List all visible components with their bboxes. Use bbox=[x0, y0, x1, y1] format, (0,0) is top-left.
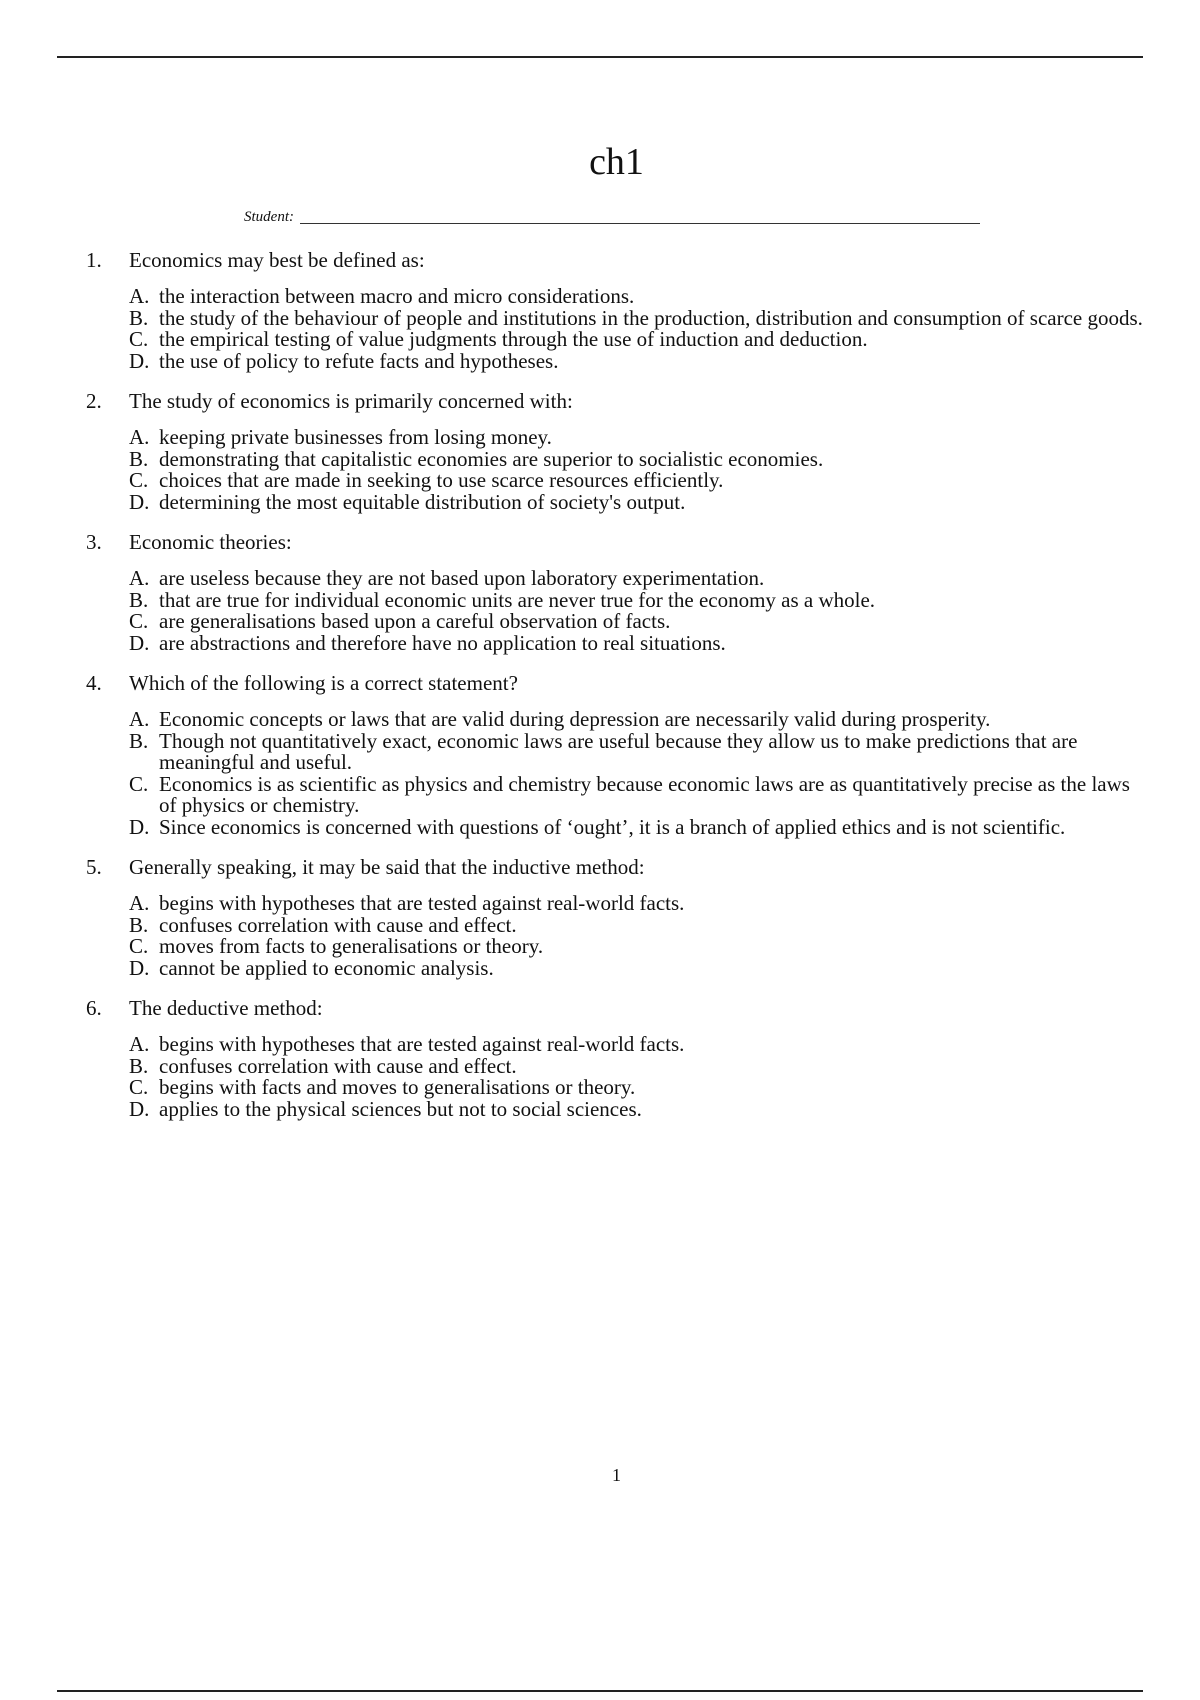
choice-list bbox=[129, 568, 1146, 654]
student-field bbox=[244, 207, 980, 227]
document-title: ch1 bbox=[589, 141, 644, 183]
question bbox=[86, 992, 1146, 1120]
question-text: Economic theories: bbox=[129, 530, 292, 554]
choice-letter: C. bbox=[129, 609, 149, 633]
top-rule bbox=[57, 56, 1143, 58]
choice-letter: C. bbox=[129, 327, 149, 351]
choice bbox=[129, 893, 1146, 915]
question-number: 1. bbox=[86, 248, 102, 272]
choice bbox=[129, 955, 1146, 980]
choice-text: the empirical testing of value judgments through the use of induction and deduction. bbox=[159, 327, 868, 351]
choice-text: moves from facts to generalisations or theory. bbox=[159, 934, 544, 958]
choice-text: demonstrating that capitalistic economies are superior to socialistic economies. bbox=[159, 446, 824, 471]
question-stem bbox=[86, 992, 1146, 1024]
question-number: 6. bbox=[86, 996, 102, 1020]
choice bbox=[129, 305, 1146, 330]
choice-text: keeping private businesses from losing money. bbox=[159, 425, 552, 449]
question-number: 3. bbox=[86, 530, 102, 554]
choice bbox=[129, 630, 1146, 655]
choice-text: begins with facts and moves to generalisations or theory. bbox=[159, 1075, 636, 1099]
question bbox=[86, 851, 1146, 979]
choice-letter: C. bbox=[129, 468, 149, 492]
choice-text: confuses correlation with cause and effect. bbox=[159, 1053, 517, 1078]
choice-letter: A. bbox=[129, 425, 150, 449]
choice bbox=[129, 728, 1146, 774]
choice bbox=[129, 348, 1146, 373]
choice-list bbox=[129, 427, 1146, 513]
choice bbox=[129, 814, 1146, 839]
choice bbox=[129, 1034, 1146, 1056]
choice-letter: C. bbox=[129, 1075, 149, 1099]
student-label: Student: bbox=[244, 209, 294, 225]
choice-text: are generalisations based upon a careful observation of facts. bbox=[159, 609, 671, 633]
choice-letter: D. bbox=[129, 348, 150, 373]
question-stem bbox=[86, 667, 1146, 699]
choice bbox=[129, 329, 1146, 351]
choice-text: are abstractions and therefore have no application to real situations. bbox=[159, 630, 726, 655]
choice-letter: B. bbox=[129, 587, 149, 612]
question-text: Which of the following is a correct statement? bbox=[129, 671, 518, 695]
question-text: Generally speaking, it may be said that the inductive method: bbox=[129, 855, 645, 879]
choice-list bbox=[129, 893, 1146, 979]
question-number: 2. bbox=[86, 389, 102, 413]
choice bbox=[129, 286, 1146, 308]
student-name-line bbox=[300, 223, 980, 224]
choice-text: confuses correlation with cause and effect. bbox=[159, 912, 517, 937]
choice bbox=[129, 912, 1146, 937]
choice-text: that are true for individual economic units are never true for the economy as a whole. bbox=[159, 587, 876, 612]
question-stem bbox=[86, 385, 1146, 417]
choice-text: the study of the behaviour of people and institutions in the production, distribution and consumption of scarce goods. bbox=[159, 305, 1143, 330]
question-stem bbox=[86, 244, 1146, 276]
choice-letter: D. bbox=[129, 814, 150, 839]
bottom-rule bbox=[57, 1690, 1143, 1692]
choice-text: are useless because they are not based upon laboratory experimentation. bbox=[159, 566, 765, 590]
choice-letter: A. bbox=[129, 284, 150, 308]
choice-text: determining the most equitable distribution of society's output. bbox=[159, 489, 686, 514]
choice-letter: D. bbox=[129, 1096, 150, 1121]
choice-letter: D. bbox=[129, 955, 150, 980]
choice-text: begins with hypotheses that are tested against real-world facts. bbox=[159, 891, 685, 915]
choice-text: applies to the physical sciences but not to social sciences. bbox=[159, 1096, 642, 1121]
choice-letter: A. bbox=[129, 891, 150, 915]
choice-letter: C. bbox=[129, 771, 149, 796]
choice-list bbox=[129, 1034, 1146, 1120]
choice-letter: B. bbox=[129, 446, 149, 471]
question-stem bbox=[86, 851, 1146, 883]
choice-letter: D. bbox=[129, 489, 150, 514]
choice-letter: A. bbox=[129, 1032, 150, 1056]
question-text: The study of economics is primarily concerned with: bbox=[129, 389, 573, 413]
question-number: 4. bbox=[86, 671, 102, 695]
choice bbox=[129, 470, 1146, 492]
choice-text: Economic concepts or laws that are valid during depression are necessarily valid during prosperity. bbox=[159, 707, 991, 731]
question bbox=[86, 385, 1146, 513]
choice bbox=[129, 1077, 1146, 1099]
choice-letter: D. bbox=[129, 630, 150, 655]
choice bbox=[129, 936, 1146, 958]
choice bbox=[129, 587, 1146, 612]
choice bbox=[129, 427, 1146, 449]
question-number: 5. bbox=[86, 855, 102, 879]
choice-list bbox=[129, 709, 1146, 838]
choice bbox=[129, 611, 1146, 633]
choice-letter: A. bbox=[129, 707, 150, 731]
choice-text: the interaction between macro and micro considerations. bbox=[159, 284, 635, 308]
choice-letter: B. bbox=[129, 728, 149, 753]
choice-letter: B. bbox=[129, 305, 149, 330]
choice-letter: B. bbox=[129, 1053, 149, 1078]
question-text: Economics may best be defined as: bbox=[129, 248, 425, 272]
choice bbox=[129, 1053, 1146, 1078]
choice bbox=[129, 489, 1146, 514]
choice-text: the use of policy to refute facts and hypotheses. bbox=[159, 348, 559, 373]
choice bbox=[129, 709, 1146, 731]
choice-text: Though not quantitatively exact, economic laws are useful because they allow us to make predictions that are meaningful and useful. bbox=[159, 728, 1078, 774]
question-list bbox=[86, 244, 1146, 1133]
question bbox=[86, 667, 1146, 838]
question-stem bbox=[86, 526, 1146, 558]
choice-letter: B. bbox=[129, 912, 149, 937]
choice-list bbox=[129, 286, 1146, 372]
choice bbox=[129, 446, 1146, 471]
choice bbox=[129, 1096, 1146, 1121]
choice-letter: A. bbox=[129, 566, 150, 590]
choice-letter: C. bbox=[129, 934, 149, 958]
question bbox=[86, 244, 1146, 372]
choice-text: cannot be applied to economic analysis. bbox=[159, 955, 494, 980]
choice bbox=[129, 568, 1146, 590]
choice-text: choices that are made in seeking to use scarce resources efficiently. bbox=[159, 468, 724, 492]
choice-text: Economics is as scientific as physics and chemistry because economic laws are as quantitatively precise as the laws of physics or chemistry. bbox=[159, 771, 1130, 817]
choice-text: Since economics is concerned with questions of ‘ought’, it is a branch of applied ethics and is not scientific. bbox=[159, 814, 1066, 839]
question-text: The deductive method: bbox=[129, 996, 323, 1020]
page-number: 1 bbox=[612, 1465, 621, 1485]
question bbox=[86, 526, 1146, 654]
choice-text: begins with hypotheses that are tested against real-world facts. bbox=[159, 1032, 685, 1056]
choice bbox=[129, 771, 1146, 817]
